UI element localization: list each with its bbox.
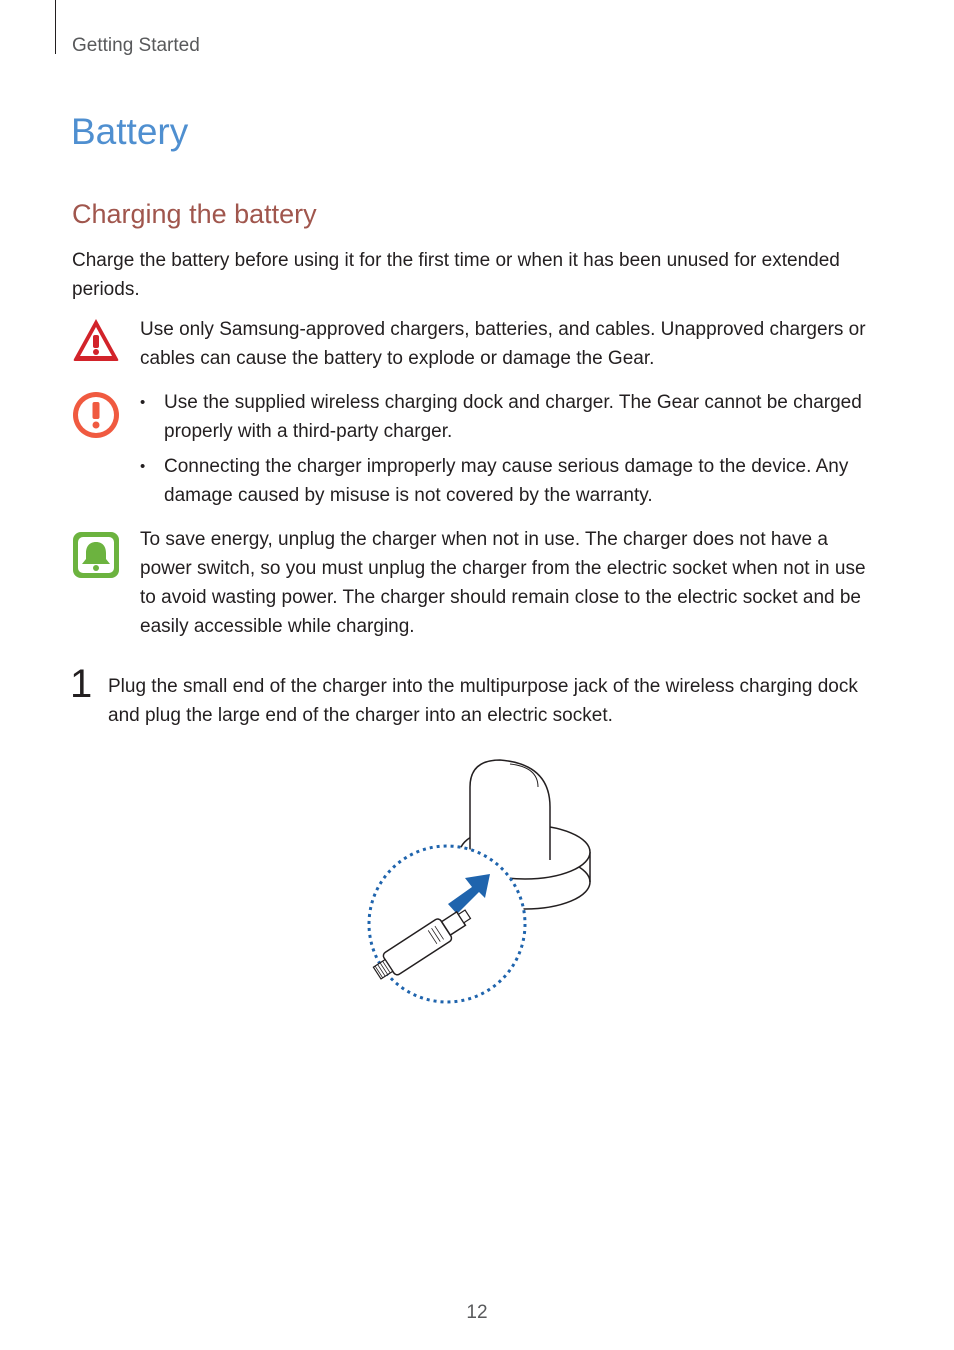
- section-label: Getting Started: [72, 35, 200, 56]
- list-item: • Connecting the charger improperly may cause serious damage to the device. Any damage caused by misuse is not covered by the warranty.: [140, 452, 880, 510]
- intro-paragraph: Charge the battery before using it for the first time or when it has been unused for extended periods.: [72, 250, 840, 300]
- warning-triangle-icon: [71, 315, 121, 365]
- list-item: • Use the supplied wireless charging dock and charger. The Gear cannot be charged properly with a third-party charger.: [140, 388, 880, 446]
- caution-exclamation-icon: [71, 390, 121, 440]
- warning-text: Use only Samsung-approved chargers, batteries, and cables. Unapproved chargers or cables can cause the battery to explode or damage the Gear.: [140, 319, 866, 369]
- section-heading: Charging the battery: [72, 199, 317, 229]
- step-number: 1: [70, 662, 93, 706]
- page-number: 12: [466, 1302, 488, 1323]
- note-text: To save energy, unplug the charger when not in use. The charger does not have a power switch, so you must unplug the charger from the electric socket when not in use to avoid wasting power. The charger should remain close to the electric socket and be easily accessible while charging.: [140, 529, 866, 637]
- step-text: Plug the small end of the charger into the multipurpose jack of the wireless charging dock and plug the large end of the charger into an electric socket.: [108, 676, 858, 726]
- page-title: Battery: [71, 111, 189, 152]
- bullet-icon: •: [140, 394, 146, 411]
- charging-dock-illustration: [360, 752, 600, 1007]
- notification-bell-icon: [71, 530, 121, 580]
- caution-list: [140, 388, 880, 516]
- bullet-icon: •: [140, 458, 146, 475]
- header-rule: [55, 0, 56, 54]
